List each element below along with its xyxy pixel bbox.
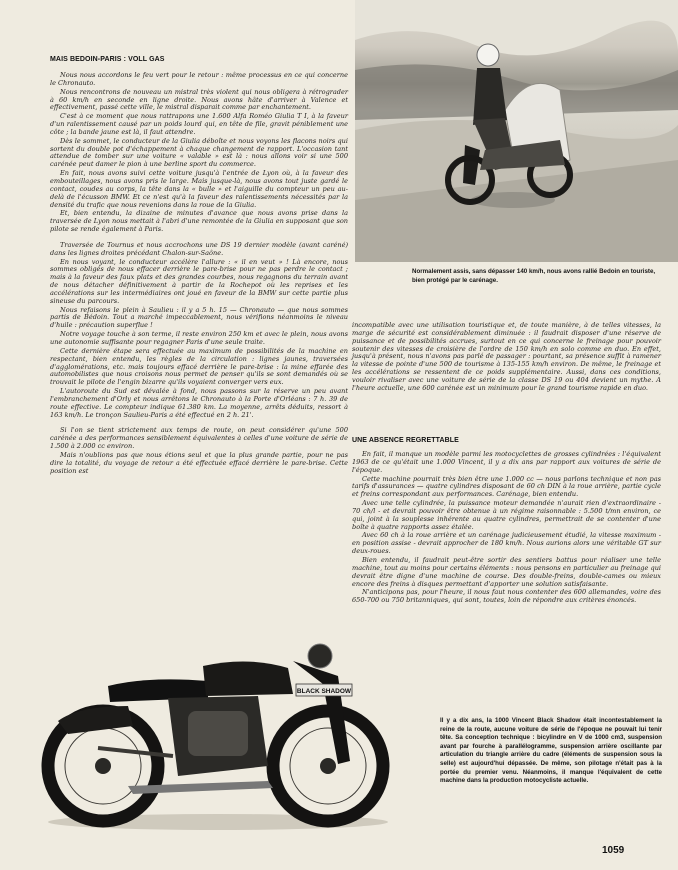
bottom-photo: [38, 636, 393, 832]
paragraph: N'anticipons pas, pour l'heure, il nous faut nous contenter des 600 allemandes, voire des 650-700 ou 750 britanniques, qui sont, toutes, loin de répondre aux critères énoncés.: [352, 588, 661, 605]
paragraph: Cette dernière étape sera effectuée au maximum de possibilités de la machine en respectant, bien entendu, les règles de la circulation : lignes jaunes, traversées d'agglomérations, etc. mais toujours effacé derrière le pare-brise : la mine effarée des automobilistes que nous croisons nous permet de penser qu'ils se sont demandés où se trouvait le pilote de l'engin bizarre qu'ils voyaient converger vers eux.: [50, 346, 348, 387]
paragraph: Avec 60 ch à la roue arrière et un carénage judicieusement étudié, la vitesse maximum - en position assise - devrait approcher de 180 km/h. Nous aurions alors une véritable GT sur deux-roues.: [352, 531, 661, 556]
paragraph: Avec une telle cylindrée, la puissance moteur demandée n'aurait rien d'extraordinaire - 70 ch/l - et devrait pouvoir être obtenue à un régime raisonnable : 5.500 t/mn environ, ce qui, joint à la souplesse inhérente au quatre cylindres, permettrait de se contenter d'une boîte à quatre rapports assez étalée.: [352, 499, 661, 531]
paragraph: Traversée de Tournus et nous accrochons une DS 19 dernier modèle (avant caréné) dans les lignes droites précédant Chalon-sur-Saône.: [50, 240, 348, 257]
left-heading: MAIS BEDOIN-PARIS : VOLL GAS: [50, 56, 165, 63]
tank-label: BLACK SHADOW: [296, 688, 352, 695]
paragraph: Et, bien entendu, la dizaine de minutes d'avance que nous avons prise dans la traversée de Lyon nous mettait à l'abri d'une remontée de la Giulia en supposant que son pilote se rende également à Paris.: [50, 209, 348, 234]
bottom-photo-caption: [440, 717, 662, 786]
top-photo: [355, 0, 678, 262]
paragraph: Si l'on se tient strictement aux temps de route, on peut considérer qu'une 500 carénée a des performances sensiblement équivalentes à celles d'une voiture de série de 1.500 à 2.000 cc environ.: [50, 426, 348, 451]
paragraph: Nous refaisons le plein à Saulieu : il y a 5 h. 15 — Chronauto — que nous sommes partis de Bédoin. Tout a marché impeccablement, nous vérifions néanmoins le niveau d'huile : précaution superflue !: [50, 305, 348, 330]
right-heading: UNE ABSENCE REGRETTABLE: [352, 437, 459, 444]
caption-text: Il y a dix ans, la 1000 Vincent Black Shadow était incontestablement la reine de la route, aucune voiture de série de l'époque ne pouvait lui tenir tête. Sa conception technique : bicylindre en V de 1000 cm3, suspension avant par fourche à parallélogramme, suspension arrière oscillante par articulation du triangle arrière du cadre (éléments de suspension sous la selle) est aujourd'hui dépassée. De même, son pilotage n'était pas à la portée du premier venu. Néanmoins, il manque l'équivalent de cette machine dans la production motocycliste actuelle.: [440, 717, 662, 785]
paragraph: C'est à ce moment que nous rattrapons une 1.600 Alfa Roméo Giulia T I, à la faveur d'un ralentissement causé par un poids lourd qui, en tête de file, gravit péniblement une côte ; la bande jaune est là, il faut attendre.: [50, 112, 348, 136]
paragraph: L'autoroute du Sud est dévalée à fond, nous passons sur la réserve un peu avant l'embranchement d'Orly et nous arrêtons le Chronauto à la Porte d'Orléans : 7 h. 39 de route effective. Le compteur indique 61.380 km. La moyenne, arrêts déduits, ressort à 163 km/h. Le tronçon Saulieu-Paris a été effectué en 2 h. 21'.: [50, 387, 348, 419]
right-column-top-text: [352, 322, 661, 393]
vincent-motorcycle-illustration: [38, 636, 393, 832]
paragraph: Dès le sommet, le conducteur de la Giulia déboîte et nous voyons les flacons noirs qui sortent du double pot d'échappement à chaque changement de rapport. L'occasion tant attendue de tomber sur une voiture « valable » est là : nous allons voir si une 500 carénée peut damer le pion à une berline sport du commerce.: [50, 136, 348, 169]
paragraph: Cette machine pourrait très bien être une 1.000 cc — nous parlons technique et non pas tarifs d'assurances — quatre cylindres disposant de 60 ch DIN à la roue arrière, partie cycle et freins correspondant aux performances. Carénage, bien entendu.: [352, 474, 661, 499]
paragraph: En nous voyant, le conducteur accélère l'allure : « il en veut » ! Là encore, nous sommes obligés de nous effacer derrière le pare-brise pour ne pas perdre le contact ; mais à la faveur des faux plats et des grandes courbes, nous regagnons du terrain avant de nous détacher définitivement à partir de la Rochepot où les reprises et les accélérations sur les intermédiaires ont joué en faveur de la BMW sur cette partie plus sineuse du parcours.: [50, 257, 348, 305]
paragraph: Nous nous accordons le feu vert pour le retour : même processus en ce qui concerne le Chronauto.: [50, 71, 348, 87]
page-number: 1059: [602, 845, 625, 856]
paragraph: incompatible avec une utilisation touristique et, de toute manière, à de telles vitesses, la marge de sécurité est considérablement diminuée : il faudrait disposer d'une réserve de puissance et de possibilités accrues, surtout en ce qui concerne le freinage pour pouvoir soutenir des vitesses de croisière de l'ordre de 150 km/h en solo comme en duo. En effet, jusqu'à présent, nous n'avons pas parlé de passager : pourtant, sa présence suffit à ramener la vitesse de pointe d'une 500 de tourisme à 135-155 km/h environ. De même, le freinage et les accélérations se ressentent de ce poids supplémentaire. Aussi, dans ces conditions, vouloir rivaliser avec une voiture de série de la classe DS 19 ou 404 devient un mythe. A l'heure actuelle, une 600 carénée est un minimum pour le grand tourisme rapide en duo.: [352, 321, 661, 392]
paragraph: Bien entendu, il faudrait peut-être sortir des sentiers battus pour réaliser une telle machine, tout au moins pour certains éléments : nous pensons en particulier au freinage qui devrait être digne d'une machine de course. Des double-freins, double-cames ou mieux encore des freins à disques permettant d'apporter une solution satisfaisante.: [352, 555, 661, 588]
paragraph: En fait, nous avons suivi cette voiture jusqu'à l'entrée de Lyon où, à la faveur des embouteillages, nous avons pris le large. Mais jusque-là, nous avons tout juste gardé le contact, coudes au corps, la tête dans la « bulle » et l'aiguille du compteur un peu au-delà de l'écusson BMW. Et ce n'est qu'à la faveur des ralentissements nécessités par la densité du trafic que nous revenions dans la roue de la Giulia.: [50, 169, 348, 209]
paragraph: En fait, il manque un modèle parmi les motocyclettes de grosses cylindrées : l'équivalent 1963 de ce qu'était une 1.000 Vincent, il y a dix ans par rapport aux voitures de série de l'époque.: [352, 450, 661, 474]
paragraph: Mais n'oublions pas que nous étions seul et que la plus grande partie, pour ne pas dire la totalité, du voyage de retour a été effectuée effacé derrière le pare-brise. Cette position est: [50, 450, 348, 475]
paragraph: Notre voyage touche à son terme, il reste environ 250 km et avec le plein, nous avons une autonomie suffisante pour regagner Paris d'une seule traite.: [50, 330, 348, 346]
left-column-text: [50, 72, 348, 476]
top-photo-caption: Normalement assis, sans dépasser 140 km/h, nous avons rallié Bedoin en touriste, bien protégé par le carénage.: [412, 268, 656, 284]
rider-photo-illustration: [355, 0, 678, 262]
paragraph: Nous rencontrons de nouveau un mistral très violent qui nous obligera à rétrograder à 60 km/h en seconde en ligne droite. Nous avons hâte d'arriver à Valence et effectivement, passé cette ville, le mistral disparait comme par enchantement.: [50, 87, 348, 112]
right-column-text: [352, 451, 661, 605]
